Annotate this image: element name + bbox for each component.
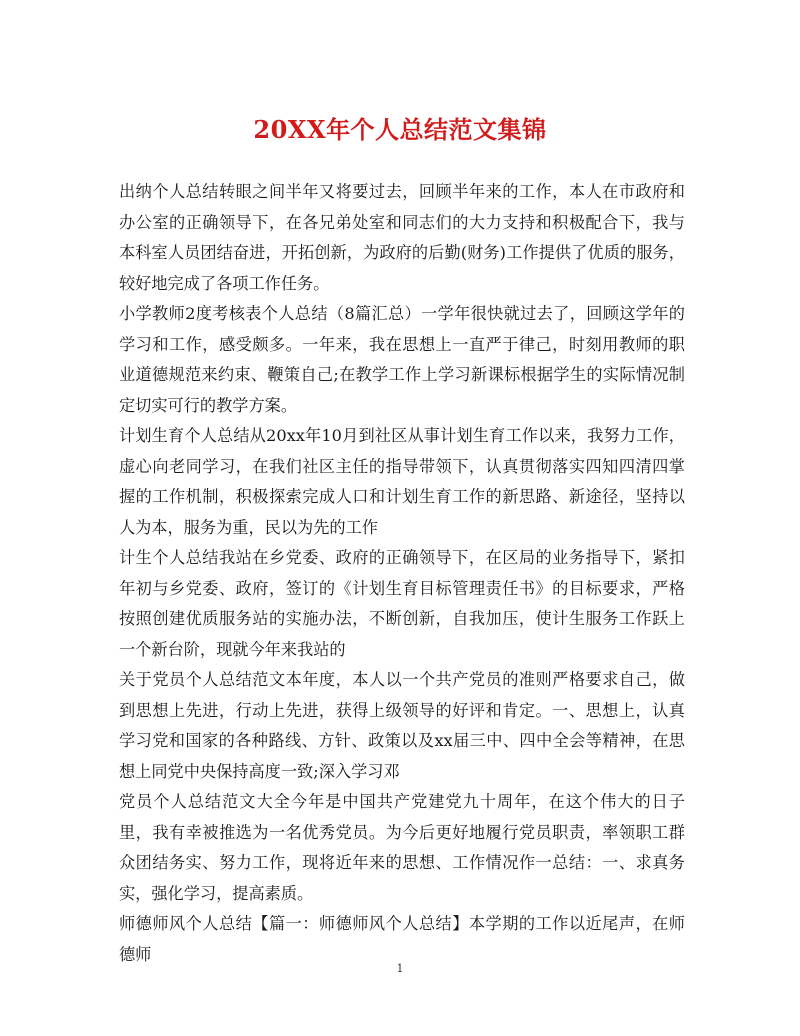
- paragraph-family-planning: 计划生育个人总结从20xx年10月到社区从事计划生育工作以来，我努力工作，虚心向老同学习，在我们社区主任的指导带领下，认真贯彻落实四知四清四掌握的工作机制，积极探索完成人口和计划生育工作的新思路、新途径，坚持以人为本，服务为重，民以为先的工作: [119, 426, 685, 537]
- page-number: 1: [396, 962, 404, 975]
- paragraph-party-member-collection: 党员个人总结范文大全今年是中国共产党建党九十周年，在这个伟大的日子里，我有幸被推选为一名优秀党员。为今后更好地履行党员职责，率领职工群众团结务实、努力工作，现将近年来的思想、工作情况作一总结：一、求真务实，强化学习，提高素质。: [119, 792, 685, 903]
- document-title: 20XX年个人总结范文集锦: [253, 115, 547, 144]
- paragraph-cashier-summary: 出纳个人总结转眼之间半年又将要过去，回顾半年来的工作，本人在市政府和办公室的正确领导下，在各兄弟处室和同志们的大力支持和积极配合下，我与本科室人员团结奋进，开拓创新，为政府的后勤(财务)工作提供了优质的服务，较好地完成了各项工作任务。: [119, 182, 685, 293]
- paragraph-family-planning-station: 计生个人总结我站在乡党委、政府的正确领导下，在区局的业务指导下，紧扣年初与乡党委、政府，签订的《计划生育目标管理责任书》的目标要求，严格按照创建优质服务站的实施办法，不断创新，自我加压，使计生服务工作跃上一个新台阶，现就今年来我站的: [119, 548, 685, 659]
- paragraph-teacher-ethics: 师德师风个人总结【篇一：师德师风个人总结】本学期的工作以近尾声，在师德师: [119, 914, 685, 964]
- paragraph-teacher-assessment: 小学教师2度考核表个人总结（8篇汇总）一学年很快就过去了，回顾这学年的学习和工作，感受颇多。一年来，我在思想上一直严于律己，时刻用教师的职业道德规范来约束、鞭策自己;在教学工作上学习新课标根据学生的实际情况制定切实可行的教学方案。: [119, 304, 685, 415]
- document-body: [119, 177, 685, 970]
- paragraph-party-member: 关于党员个人总结范文本年度，本人以一个共产党员的准则严格要求自己，做到思想上先进，行动上先进，获得上级领导的好评和肯定。一、思想上，认真学习党和国家的各种路线、方针、政策以及xx届三中、四中全会等精神，在思想上同党中央保持高度一致;深入学习邓: [119, 670, 685, 781]
